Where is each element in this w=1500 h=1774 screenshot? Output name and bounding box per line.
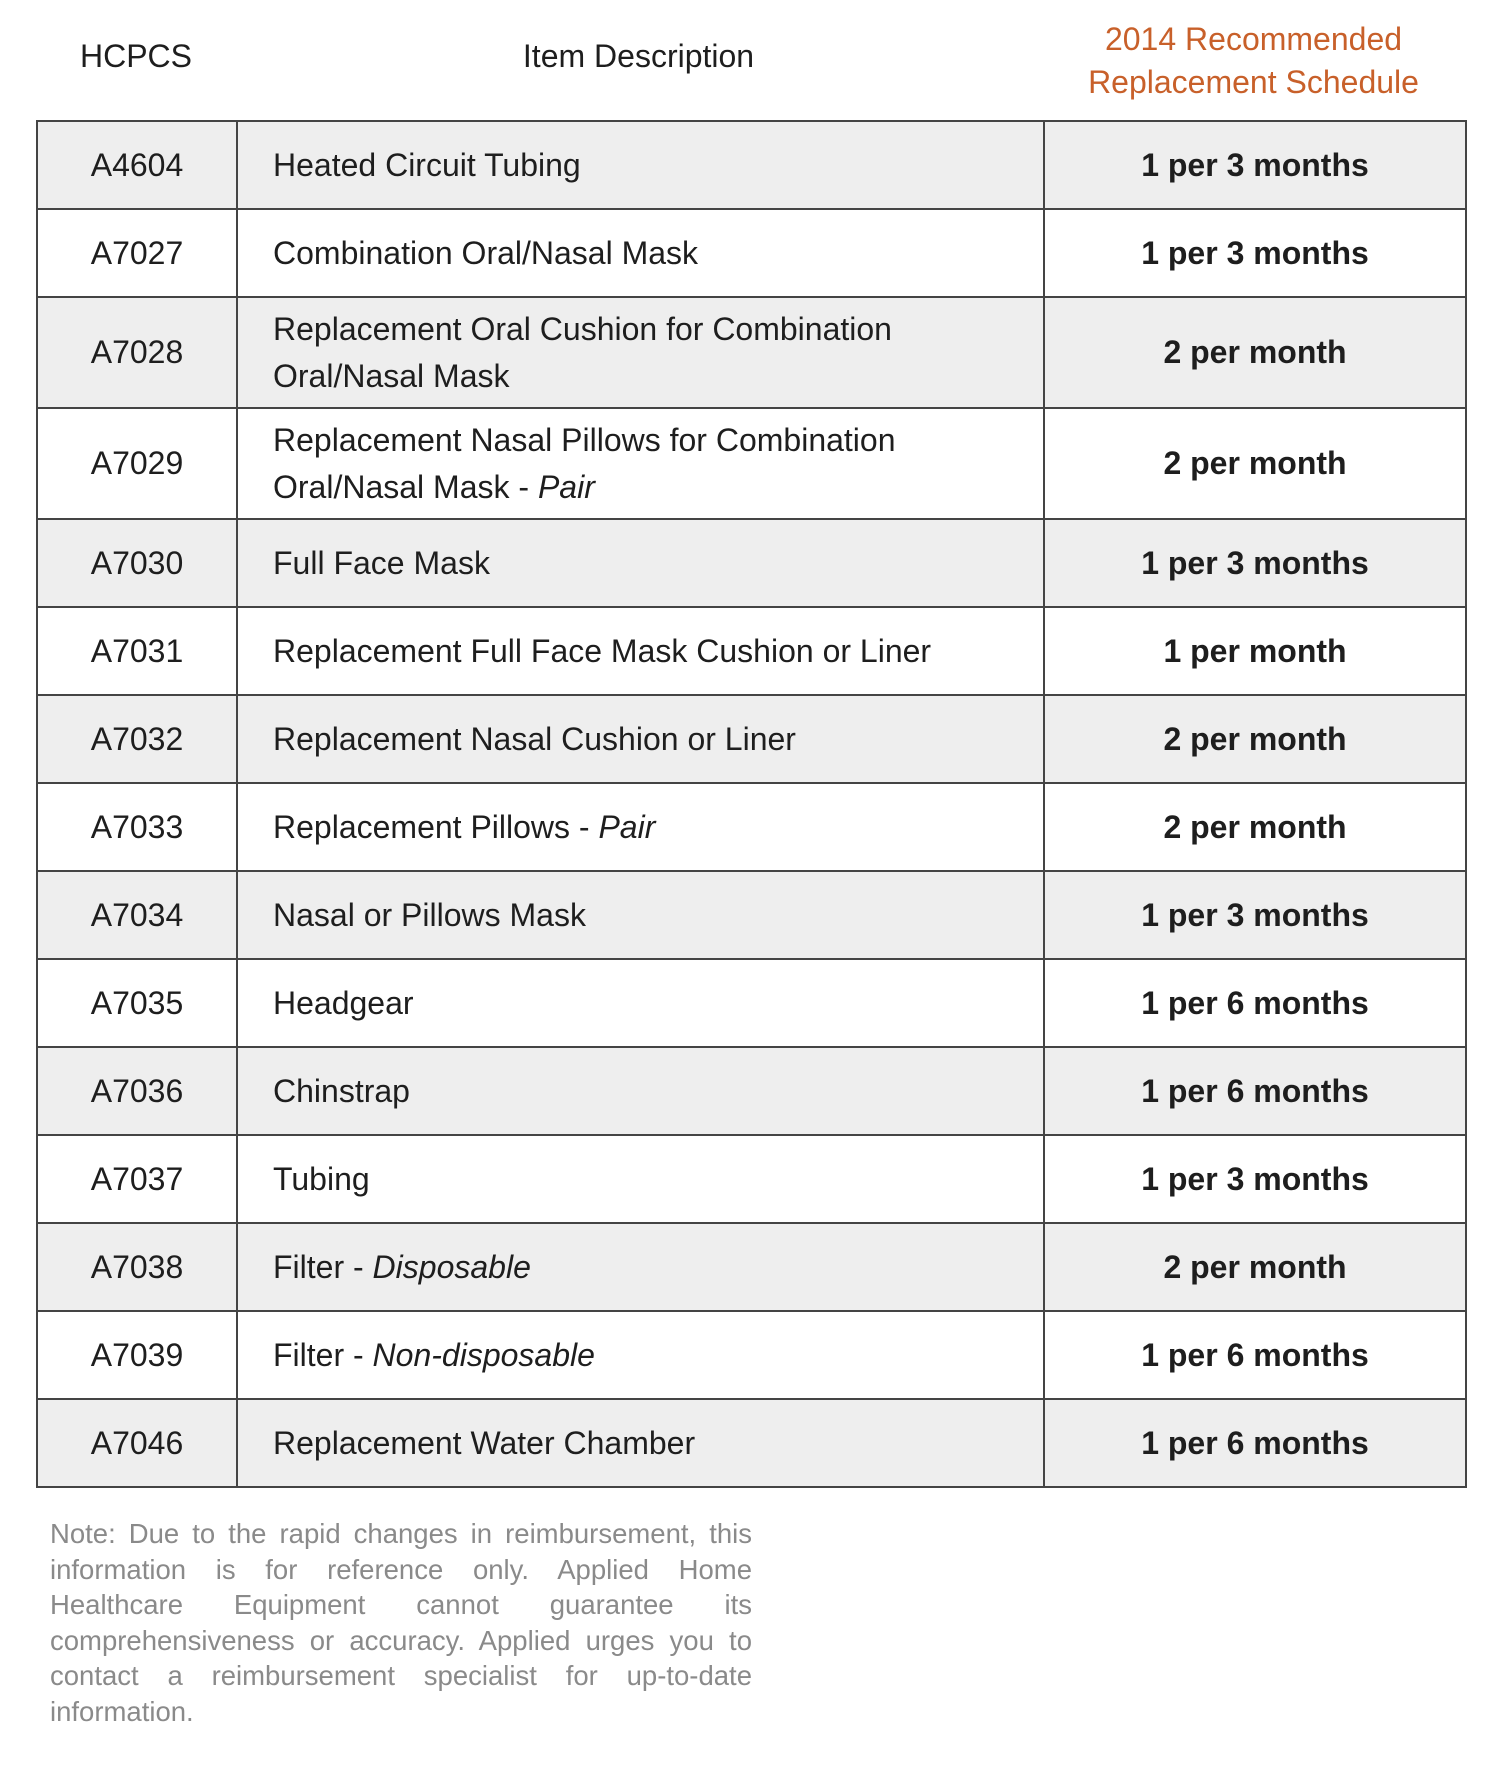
item-description [237,783,1044,871]
replacement-schedule: 2 per month [1044,297,1466,408]
description-text: Replacement Nasal Pillows for Combination Oral/Nasal Mask - [273,421,896,505]
replacement-schedule-table [36,120,1467,1488]
table-row [37,1047,1466,1135]
item-description [237,297,1044,408]
replacement-schedule: 2 per month [1044,695,1466,783]
table-row [37,519,1466,607]
hcpcs-code: A7038 [37,1223,237,1311]
schedule-header-line1: 2014 Recommended [1104,21,1403,57]
description-text: Replacement Oral Cushion for Combination Oral/Nasal Mask [273,310,892,394]
replacement-schedule: 1 per 3 months [1044,1135,1466,1223]
item-description [237,519,1044,607]
hcpcs-code: A7034 [37,871,237,959]
disclaimer-note: Note: Due to the rapid changes in reimbursement, this information is for reference only. Applied Home Healthcare Equipment cannot guarantee its comprehensiveness or accuracy. Applied urges you to contact a reimbursement specialist for up-to-date information. [50,1518,752,1727]
description-text: Full Face Mask [273,544,490,581]
hcpcs-code: A7033 [37,783,237,871]
table-row [37,783,1466,871]
description-qualifier: Pair [537,468,595,505]
table-row [37,297,1466,408]
description-text: Filter - [273,1336,373,1373]
replacement-schedule: 1 per 3 months [1044,519,1466,607]
table-row [37,1311,1466,1399]
description-qualifier: Pair [598,808,656,845]
item-description [237,209,1044,297]
item-description [237,959,1044,1047]
hcpcs-code: A4604 [37,121,237,209]
hcpcs-code: A7032 [37,695,237,783]
replacement-schedule: 1 per month [1044,607,1466,695]
hcpcs-code: A7037 [37,1135,237,1223]
replacement-schedule: 1 per 6 months [1044,1399,1466,1487]
hcpcs-code: A7039 [37,1311,237,1399]
description-text: Replacement Water Chamber [273,1424,696,1461]
hcpcs-code: A7030 [37,519,237,607]
item-description [237,1135,1044,1223]
column-header-description: Item Description [522,38,755,74]
replacement-schedule: 1 per 6 months [1044,1311,1466,1399]
hcpcs-code: A7035 [37,959,237,1047]
item-description [237,695,1044,783]
hcpcs-code: A7029 [37,408,237,519]
description-text: Chinstrap [273,1072,410,1109]
description-text: Replacement Nasal Cushion or Liner [273,720,796,757]
table-row [37,1223,1466,1311]
description-text: Nasal or Pillows Mask [273,896,586,933]
description-text: Headgear [273,984,414,1021]
hcpcs-code: A7031 [37,607,237,695]
hcpcs-code: A7027 [37,209,237,297]
item-description [237,1311,1044,1399]
item-description [237,1399,1044,1487]
replacement-schedule: 2 per month [1044,1223,1466,1311]
replacement-schedule: 2 per month [1044,408,1466,519]
hcpcs-code: A7046 [37,1399,237,1487]
hcpcs-code: A7028 [37,297,237,408]
item-description [237,607,1044,695]
description-qualifier: Non-disposable [372,1336,595,1373]
replacement-schedule: 1 per 6 months [1044,959,1466,1047]
table-row [37,607,1466,695]
table-row [37,1135,1466,1223]
schedule-header-line2: Replacement Schedule [1088,64,1419,100]
description-text: Heated Circuit Tubing [273,146,581,183]
item-description [237,1223,1044,1311]
replacement-schedule: 1 per 6 months [1044,1047,1466,1135]
item-description [237,871,1044,959]
table-row [37,871,1466,959]
description-text: Replacement Full Face Mask Cushion or Liner [273,632,932,669]
description-qualifier: Disposable [372,1248,531,1285]
description-text: Replacement Pillows - [273,808,599,845]
table-row [37,209,1466,297]
description-text: Combination Oral/Nasal Mask [273,234,699,271]
description-text: Filter - [273,1248,373,1285]
replacement-schedule: 2 per month [1044,783,1466,871]
replacement-schedule: 1 per 3 months [1044,209,1466,297]
item-description [237,408,1044,519]
table-row [37,121,1466,209]
table-row [37,408,1466,519]
table-row [37,695,1466,783]
item-description [237,1047,1044,1135]
description-text: Tubing [273,1160,370,1197]
replacement-schedule: 1 per 3 months [1044,871,1466,959]
replacement-schedule: 1 per 3 months [1044,121,1466,209]
table-row [37,1399,1466,1487]
hcpcs-code: A7036 [37,1047,237,1135]
item-description [237,121,1044,209]
column-header-schedule [1041,18,1466,104]
table-row [37,959,1466,1047]
column-header-hcpcs: HCPCS [79,38,192,74]
